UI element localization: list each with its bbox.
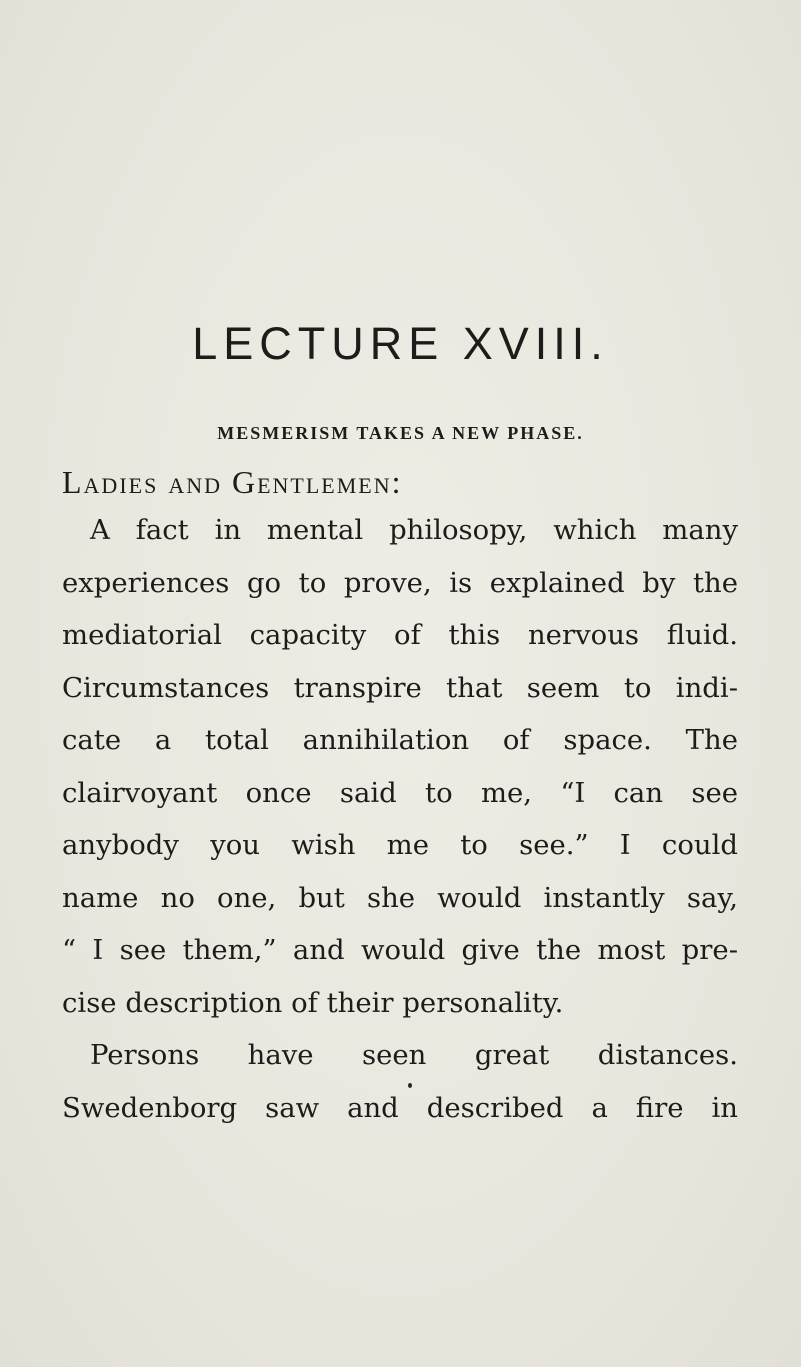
text-line: clairvoyant once said to me, “I can see [62,776,738,809]
text-line: Circumstances transpire that seem to indi- [62,671,738,704]
text-line: mediatorial capacity of this nervous fluid. [62,619,738,651]
lecture-title: LECTURE XVIII. [192,318,609,369]
text-line: A fact in mental philosopy, which many [90,514,738,546]
text-line: cise description of their personality. [62,986,564,1019]
text-line: “ I see them,” and would give the most pre- [62,934,738,966]
text-line: anybody you wish me to see.” I could [62,829,738,861]
text-line: experiences go to prove, is explained by the [62,566,738,599]
chapter-subtitle: MESMERISM TAKES A NEW PHASE. [217,423,584,443]
ink-speck [408,1083,412,1088]
text-line: Persons have seen great distances. [90,1039,738,1071]
salutation: Ladies and Gentlemen: [62,464,403,500]
text-line: cate a total annihilation of space. The [62,724,738,756]
body-paragraphs [62,504,738,1134]
text-line: Swedenborg saw and described a fire in [62,1091,738,1124]
text-line: name no one, but she would instantly say, [62,881,738,914]
